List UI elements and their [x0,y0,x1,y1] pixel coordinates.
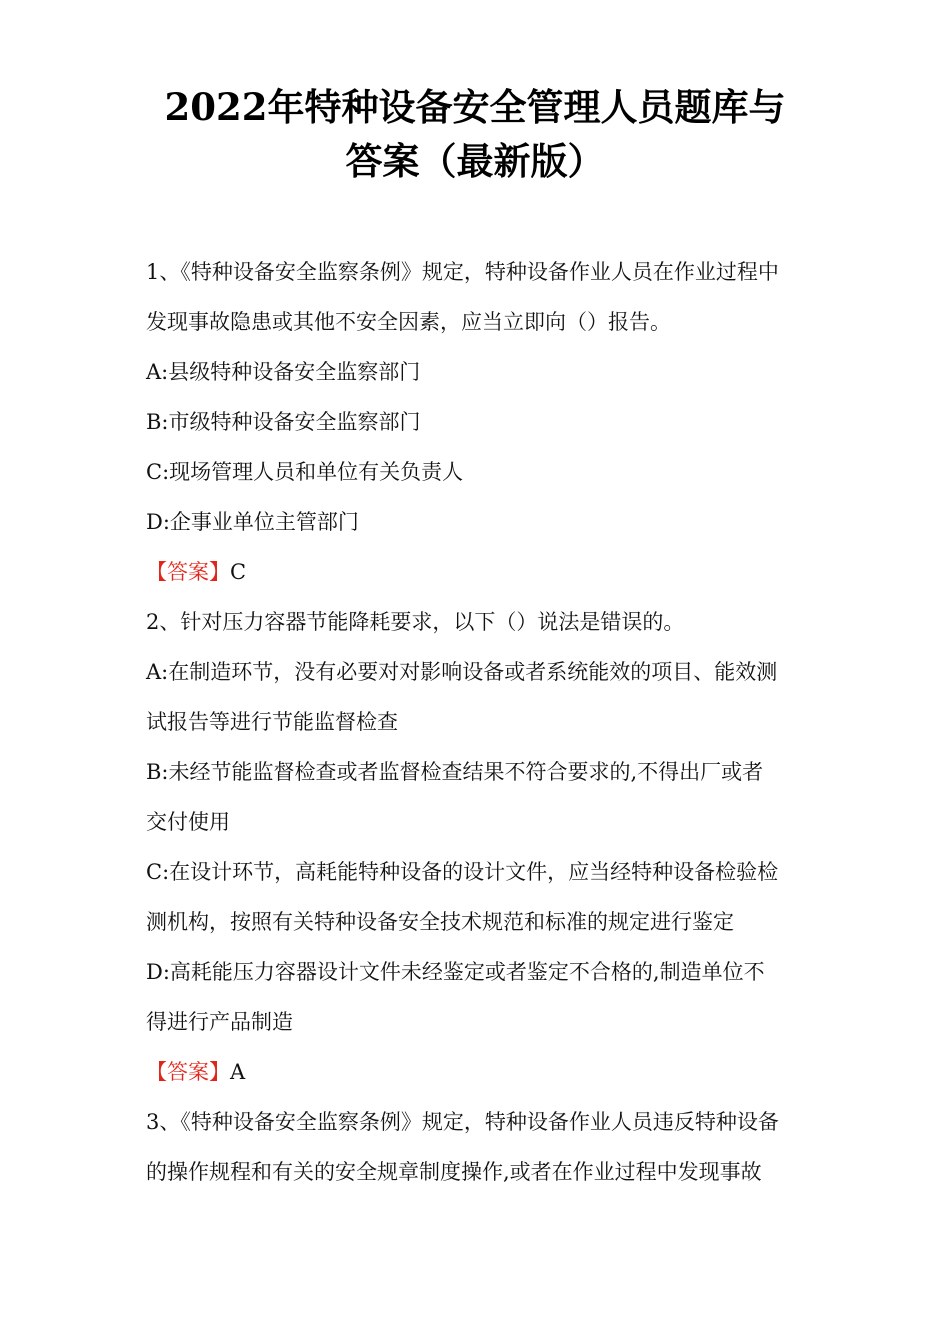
option-d-continued: 得进行产品制造 [146,1010,293,1034]
option-d: D:企事业单位主管部门 [146,510,359,534]
answer-line [146,1047,818,1097]
answer-label: 【答案】 [146,1060,230,1084]
option-d: D:高耗能压力容器设计文件未经鉴定或者鉴定不合格的,制造单位不 [146,960,765,984]
answer-value: C [230,560,247,584]
question-stem-line: 发现事故隐患或其他不安全因素，应当立即向（）报告。 [146,310,671,334]
question-2 [146,597,818,1097]
option-b: B:未经节能监督检查或者监督检查结果不符合要求的,不得出厂或者 [146,760,764,784]
option-c-continued: 测机构，按照有关特种设备安全技术规范和标准的规定进行鉴定 [146,910,734,934]
document-title [0,80,950,188]
option-b-continued: 交付使用 [146,810,230,834]
option-b: B:市级特种设备安全监察部门 [146,410,421,434]
question-stem-line: 的操作规程和有关的安全规章制度操作,或者在作业过程中发现事故 [146,1160,762,1184]
option-c: C:在设计环节，高耗能特种设备的设计文件，应当经特种设备检验检 [146,860,779,884]
answer-value: A [230,1060,246,1084]
question-list [146,247,818,1197]
title-line-2: 答案（最新版） [345,139,605,183]
question-stem-line: 3、《特种设备安全监察条例》规定，特种设备作业人员违反特种设备 [146,1110,779,1134]
answer-line [146,547,818,597]
question-3 [146,1097,818,1197]
option-a-continued: 试报告等进行节能监督检查 [146,710,398,734]
answer-label: 【答案】 [146,560,230,584]
question-stem-line: 2、针对压力容器节能降耗要求，以下（）说法是错误的。 [146,610,685,634]
option-a: A:在制造环节，没有必要对对影响设备或者系统能效的项目、能效测 [146,660,778,684]
title-line-1: 2022年特种设备安全管理人员题库与 [164,85,786,129]
option-a: A:县级特种设备安全监察部门 [146,360,421,384]
question-stem-line: 1、《特种设备安全监察条例》规定，特种设备作业人员在作业过程中 [146,260,779,284]
question-1 [146,247,818,597]
option-c: C:现场管理人员和单位有关负责人 [146,460,464,484]
